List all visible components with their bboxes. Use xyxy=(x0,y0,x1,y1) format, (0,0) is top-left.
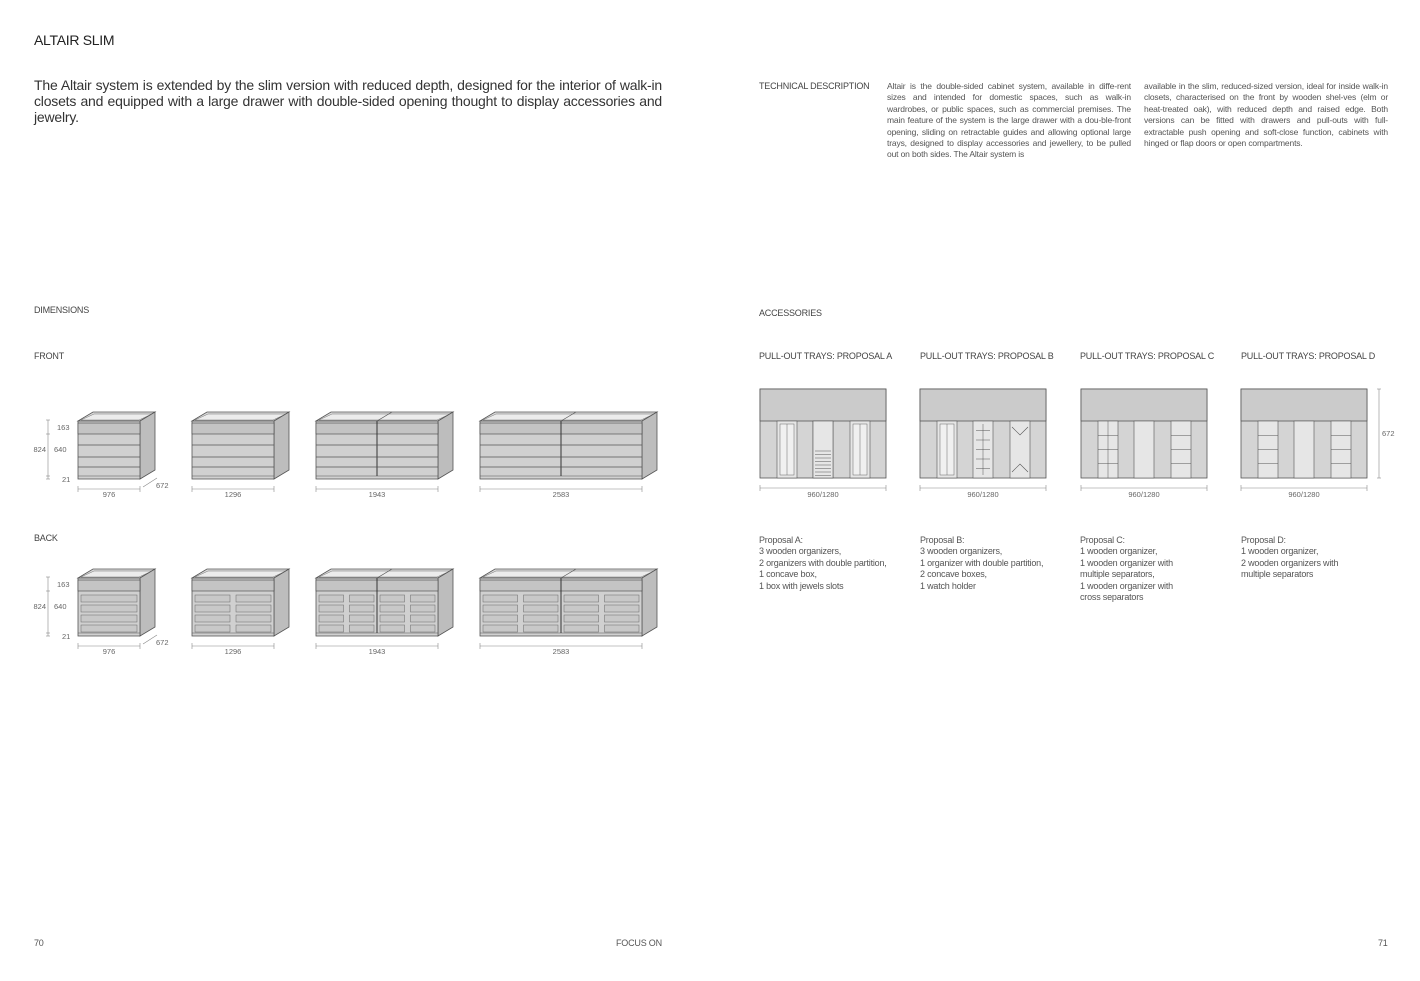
height-total-label: 824 xyxy=(33,602,46,611)
back-tray xyxy=(81,625,137,632)
proposal-d-description xyxy=(1241,535,1338,581)
proposal-c-heading: PULL-OUT TRAYS: PROPOSAL C xyxy=(1080,351,1215,361)
back-tray xyxy=(483,615,518,622)
back-tray xyxy=(605,605,640,612)
proposal-a-description xyxy=(759,535,887,592)
back-tray xyxy=(564,615,599,622)
proposal-line: 1 wooden organizer with xyxy=(1080,557,1173,568)
depth-label: 672 xyxy=(156,638,169,647)
proposal-b-heading: PULL-OUT TRAYS: PROPOSAL B xyxy=(920,351,1054,361)
section-name: FOCUS ON xyxy=(616,938,662,948)
depth-dimension-line xyxy=(143,635,157,644)
back-tray xyxy=(195,605,230,612)
width-label: 976 xyxy=(102,647,116,656)
back-tray xyxy=(350,615,375,622)
width-label: 1943 xyxy=(368,490,386,499)
cabinet-top-drawer xyxy=(192,580,274,591)
tray-back-panel xyxy=(760,389,886,421)
intro-paragraph: The Altair system is extended by the slim version with reduced depth, designed for the interior of walk-in closets and equipped with a large drawer with double-sided opening thought to display accessories and jewelry. xyxy=(34,77,662,125)
back-tray xyxy=(483,625,518,632)
accessories-label: ACCESSORIES xyxy=(759,308,822,318)
tray-width-label: 960/1280 xyxy=(967,490,999,499)
height-top-label: 163 xyxy=(57,423,70,432)
page-number-left: 70 xyxy=(34,938,44,948)
back-tray xyxy=(380,625,405,632)
back-tray xyxy=(236,615,271,622)
back-cabinet-2 xyxy=(192,569,289,656)
back-tray xyxy=(81,605,137,612)
page-title: ALTAIR SLIM xyxy=(34,32,115,48)
proposal-line: 3 wooden organizers, xyxy=(759,546,842,557)
cabinet-side-face xyxy=(642,569,657,636)
proposal-line: Proposal A: xyxy=(759,535,803,545)
proposal-a-heading: PULL-OUT TRAYS: PROPOSAL A xyxy=(759,351,893,361)
organizer xyxy=(1294,421,1314,478)
back-tray xyxy=(350,595,375,602)
tray-width-label: 960/1280 xyxy=(1288,490,1320,499)
technical-description-col2: available in the slim, reduced-sized version, ideal for inside walk-in closets, characterised on the front by wooden shel-ves (elm or heat-treated oak), with reduced depth and raised edge. Both versions can be fitted with drawers and pull-outs with full-extractable push opening and soft-close function, cabinets with hinged or flap doors or open compartments. xyxy=(1144,81,1388,149)
tray-proposal-a xyxy=(760,389,886,499)
back-tray xyxy=(380,615,405,622)
dimensions-label: DIMENSIONS xyxy=(34,305,90,315)
back-tray xyxy=(605,625,640,632)
proposal-line: Proposal B: xyxy=(920,535,965,545)
height-middle-label: 640 xyxy=(54,445,67,454)
front-label: FRONT xyxy=(34,351,64,361)
back-cabinet-3 xyxy=(316,569,453,656)
organizer xyxy=(1134,421,1154,478)
tray-proposal-d xyxy=(1241,389,1395,499)
height-total-label: 824 xyxy=(33,445,46,454)
back-tray xyxy=(236,605,271,612)
back-tray xyxy=(319,595,344,602)
height-bottom-label: 21 xyxy=(62,475,71,484)
proposal-b-description xyxy=(920,535,1043,592)
back-tray xyxy=(483,595,518,602)
back-tray xyxy=(319,625,344,632)
back-tray xyxy=(411,595,436,602)
proposal-line: 1 wooden organizer, xyxy=(1241,546,1319,557)
back-tray xyxy=(411,625,436,632)
back-tray xyxy=(195,625,230,632)
proposal-line: 1 watch holder xyxy=(920,580,976,591)
proposal-c-description xyxy=(1080,535,1173,603)
back-tray xyxy=(236,595,271,602)
width-label: 1296 xyxy=(224,490,242,499)
technical-description-label: TECHNICAL DESCRIPTION xyxy=(759,81,870,91)
back-tray xyxy=(236,625,271,632)
proposal-line: multiple separators, xyxy=(1080,569,1155,580)
proposal-line: Proposal C: xyxy=(1080,535,1125,545)
cabinet-glass-top xyxy=(483,571,654,577)
tray-proposal-c xyxy=(1081,389,1207,499)
cabinet-top-drawer xyxy=(78,580,140,591)
back-tray xyxy=(564,605,599,612)
tray-back-panel xyxy=(1081,389,1207,421)
tray-depth-label: 672 xyxy=(1382,429,1395,438)
proposal-line: Proposal D: xyxy=(1241,535,1286,545)
tray-width-label: 960/1280 xyxy=(1128,490,1160,499)
proposal-line: cross separators xyxy=(1080,592,1144,603)
cabinet-side-face xyxy=(274,569,289,636)
proposal-line: multiple separators xyxy=(1241,569,1314,580)
back-tray xyxy=(195,615,230,622)
tray-back-panel xyxy=(920,389,1046,421)
height-middle-label: 640 xyxy=(54,602,67,611)
back-tray xyxy=(483,605,518,612)
back-tray xyxy=(524,615,559,622)
organizer xyxy=(813,421,833,478)
back-tray xyxy=(319,615,344,622)
proposal-line: 3 wooden organizers, xyxy=(920,546,1003,557)
cabinet-glass-top xyxy=(319,571,450,577)
back-tray xyxy=(350,605,375,612)
cabinet-side-face xyxy=(140,569,155,636)
back-tray xyxy=(319,605,344,612)
organizer xyxy=(1010,421,1030,478)
width-label: 1296 xyxy=(224,647,242,656)
back-tray xyxy=(524,605,559,612)
back-tray xyxy=(380,605,405,612)
tray-proposal-b xyxy=(920,389,1046,499)
tray-width-label: 960/1280 xyxy=(807,490,839,499)
proposal-line: 1 wooden organizer, xyxy=(1080,546,1158,557)
proposal-line: 2 concave boxes, xyxy=(920,569,987,580)
back-tray xyxy=(81,595,137,602)
proposal-d-heading: PULL-OUT TRAYS: PROPOSAL D xyxy=(1241,351,1376,361)
width-label: 976 xyxy=(102,490,116,499)
cabinet-side-face xyxy=(438,569,453,636)
back-tray xyxy=(350,625,375,632)
proposal-line: 1 organizer with double partition, xyxy=(920,557,1044,568)
depth-label: 672 xyxy=(156,481,169,490)
page-number-right: 71 xyxy=(1378,938,1388,948)
back-tray xyxy=(411,615,436,622)
height-bottom-label: 21 xyxy=(62,632,71,641)
proposal-line: 1 concave box, xyxy=(759,569,817,580)
height-top-label: 163 xyxy=(57,580,70,589)
back-tray xyxy=(411,605,436,612)
proposal-line: 1 box with jewels slots xyxy=(759,580,844,591)
technical-description-col1: Altair is the double-sided cabinet system, available in diffe-rent sizes and intended for domestic spaces, such as walk-in wardrobes, or public spaces, such as commercial premises. The main feature of the system is the large drawer with a dou-ble-front opening, sliding on retractable guides and allowing optional large trays, designed to display accessories and jewellery, to be pulled out on both sides. The Altair system is xyxy=(887,81,1131,160)
width-label: 2583 xyxy=(552,647,570,656)
cabinet-glass-top xyxy=(81,571,152,577)
back-tray xyxy=(524,625,559,632)
proposal-line: 1 wooden organizer with xyxy=(1080,580,1173,591)
back-tray xyxy=(564,625,599,632)
cabinet-glass-top xyxy=(195,571,286,577)
back-tray xyxy=(380,595,405,602)
width-label: 2583 xyxy=(552,490,570,499)
tray-back-panel xyxy=(1241,389,1367,421)
back-tray xyxy=(195,595,230,602)
width-label: 1943 xyxy=(368,647,386,656)
back-cabinet-4 xyxy=(480,569,657,656)
back-tray xyxy=(524,595,559,602)
proposal-line: 2 wooden organizers with xyxy=(1241,557,1339,568)
back-tray xyxy=(564,595,599,602)
back-tray xyxy=(605,595,640,602)
back-tray xyxy=(81,615,137,622)
back-label: BACK xyxy=(34,533,58,543)
proposal-line: 2 organizers with double partition, xyxy=(759,557,887,568)
back-tray xyxy=(605,615,640,622)
back-cabinet-1 xyxy=(33,569,168,656)
